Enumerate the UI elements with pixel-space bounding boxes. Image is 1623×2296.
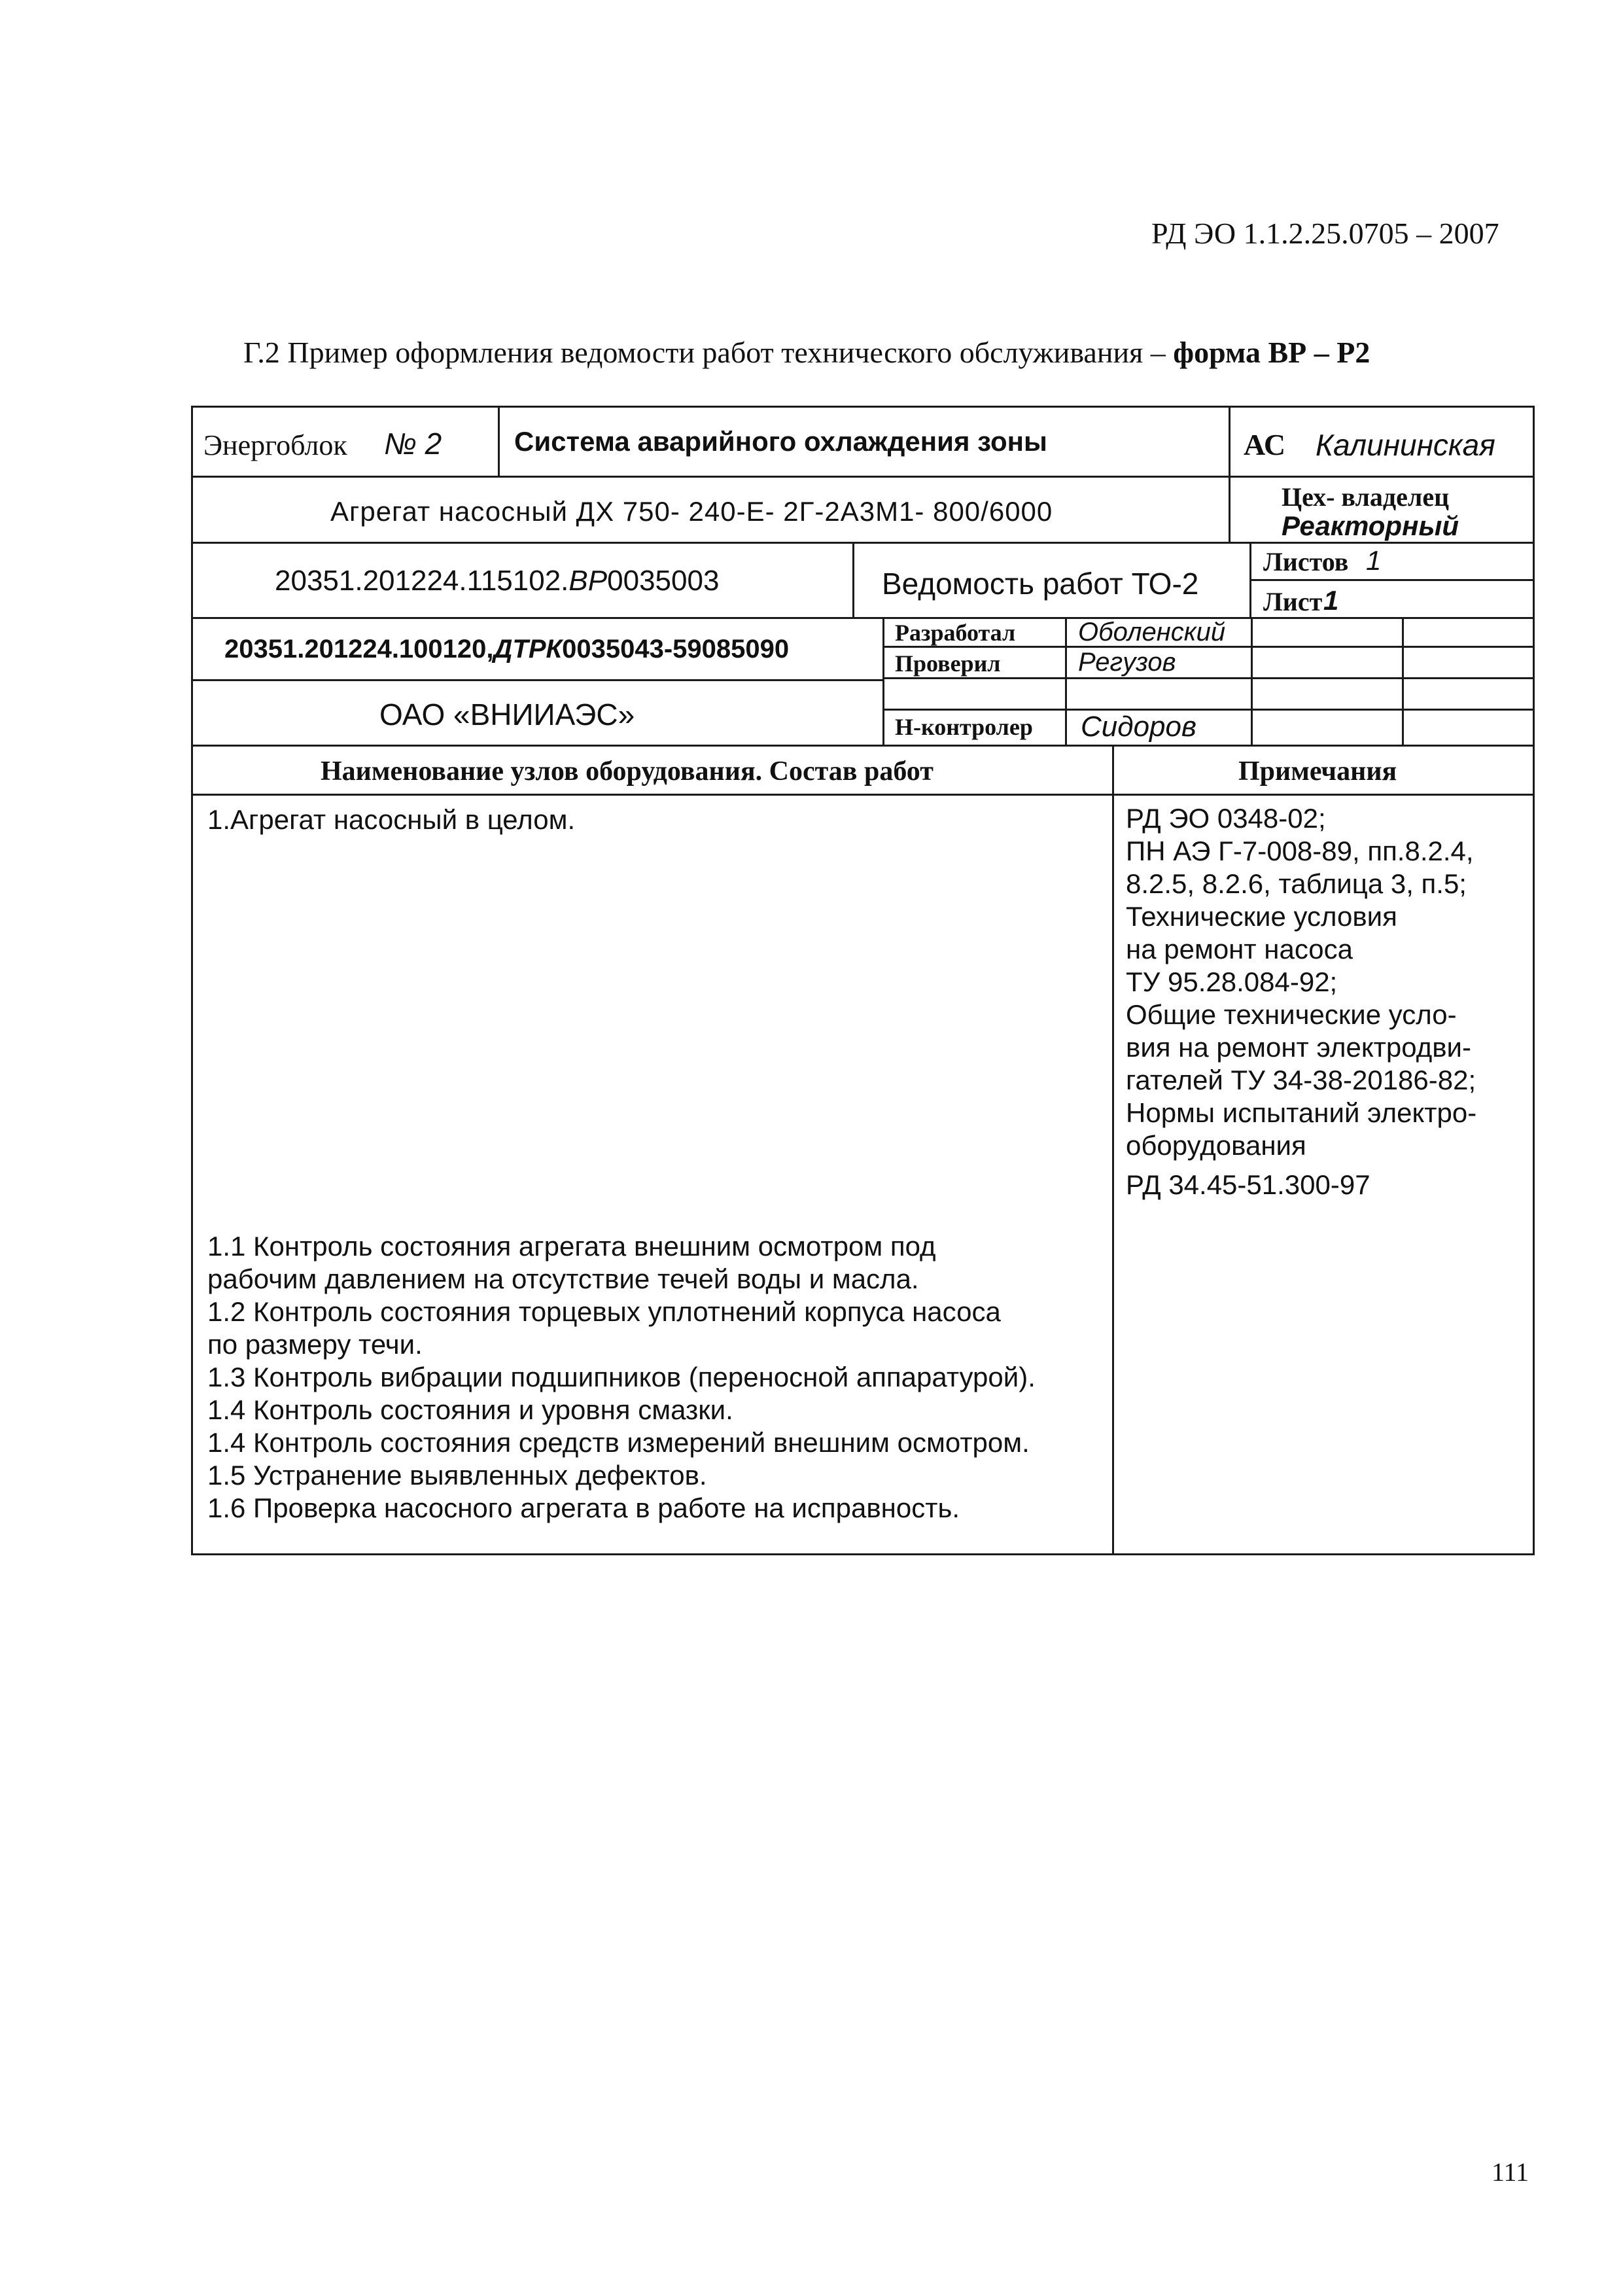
owner-value: Реакторный xyxy=(1282,510,1459,541)
sheets-count-label: Листов xyxy=(1263,547,1349,576)
sheet-number-cell xyxy=(1249,579,1535,619)
notes-list xyxy=(1126,802,1476,1201)
signature-role: Разработал xyxy=(895,620,1016,646)
power-unit-number: № 2 xyxy=(384,427,442,461)
organization-name: ОАО «ВНИИАЭС» xyxy=(379,698,635,732)
signature-role: Н-контролер xyxy=(895,714,1033,740)
form-caption xyxy=(243,335,1370,370)
signature-name: Регузов xyxy=(1078,648,1176,677)
work-code: 20351.201224.100120,ДТРК0035043-59085090 xyxy=(224,635,790,663)
sheet-number-value: 1 xyxy=(1323,585,1339,616)
work-column-header xyxy=(191,745,1114,796)
signature-grid-divider xyxy=(1251,617,1253,747)
work-item: 1.3 Контроль вибрации подшипников (переносной аппаратурой). xyxy=(207,1362,1036,1392)
power-unit-label: Энергоблок xyxy=(203,429,347,461)
signature-name: Сидоров xyxy=(1081,711,1196,743)
statement-code: 20351.201224.115102.ВР0035003 xyxy=(275,565,720,597)
note-line: Общие технические усло- xyxy=(1126,999,1457,1030)
work-item: 1.6 Проверка насосного агрегата в работе на исправность. xyxy=(207,1492,960,1523)
note-line: Нормы испытаний электро- xyxy=(1126,1097,1477,1128)
note-line: РД 34.45-51.300-97 xyxy=(1126,1169,1370,1200)
page-number: 111 xyxy=(1492,2157,1529,2187)
work-item: 1.4 Контроль состояния и уровня смазки. xyxy=(207,1394,733,1425)
note-line: Технические условия xyxy=(1126,901,1397,932)
sheet-number-label: Лист xyxy=(1263,587,1323,616)
station-name: Калининская xyxy=(1316,428,1495,462)
sheets-count-value: 1 xyxy=(1366,545,1382,576)
work-items-list xyxy=(207,1230,1036,1525)
owner-cell xyxy=(1229,476,1535,544)
statement-title: Ведомость работ ТО-2 xyxy=(882,567,1199,601)
notes-column-title: Примечания xyxy=(1238,756,1397,786)
work-item: 1.2 Контроль состояния торцевых уплотнений корпуса насоса xyxy=(207,1296,1001,1327)
signature-grid-divider xyxy=(1402,617,1404,747)
notes-column-header xyxy=(1112,745,1535,796)
note-line: ПН АЭ Г-7-008-89, пп.8.2.4, xyxy=(1126,836,1474,866)
signature-name: Оболенский xyxy=(1078,618,1226,646)
organization-cell xyxy=(191,679,884,747)
work-code-cell xyxy=(191,617,884,681)
note-line: гателей ТУ 34-38-20186-82; xyxy=(1126,1065,1476,1095)
note-line: на ремонт насоса xyxy=(1126,934,1353,964)
system-cell xyxy=(498,406,1230,478)
equipment-cell xyxy=(191,476,1230,544)
statement-title-cell xyxy=(852,542,1251,619)
station-cell xyxy=(1229,406,1535,478)
signature-grid-rule xyxy=(882,709,1535,711)
work-title: 1.Агрегат насосный в целом. xyxy=(207,804,576,835)
note-line: вия на ремонт электродви- xyxy=(1126,1032,1471,1063)
work-body-cell xyxy=(191,794,1114,1555)
work-item: по размеру течи. xyxy=(207,1329,423,1360)
system-name: Система аварийного охлаждения зоны xyxy=(514,426,1047,457)
statement-code-cell xyxy=(191,542,854,619)
signature-grid-rule xyxy=(882,677,1535,679)
note-line: РД ЭО 0348-02; xyxy=(1126,803,1326,834)
work-item: 1.5 Устранение выявленных дефектов. xyxy=(207,1460,707,1491)
signature-grid-divider xyxy=(1065,617,1067,747)
owner-label: Цех- владелец xyxy=(1282,482,1450,512)
note-line: 8.2.5, 8.2.6, таблица 3, п.5; xyxy=(1126,868,1467,899)
note-line: ТУ 95.28.084-92; xyxy=(1126,966,1338,997)
caption-form-name: форма ВР – Р2 xyxy=(1173,336,1370,369)
note-line: оборудования xyxy=(1126,1130,1306,1161)
document-code: РД ЭО 1.1.2.25.0705 – 2007 xyxy=(1151,217,1499,250)
signature-role: Проверил xyxy=(895,650,1001,677)
work-item: 1.4 Контроль состояния средств измерений внешним осмотром. xyxy=(207,1427,1030,1458)
station-prefix: АС xyxy=(1244,428,1286,461)
power-unit-cell xyxy=(191,406,500,478)
caption-text: Г.2 Пример оформления ведомости работ технического обслуживания – xyxy=(243,336,1174,369)
notes-body-cell xyxy=(1112,794,1535,1555)
work-column-title: Наименование узлов оборудования. Состав работ xyxy=(321,756,934,786)
equipment-name: Агрегат насосный ДХ 750- 240-Е- 2Г-2А3М1- 800/6000 xyxy=(330,496,1053,527)
work-item: 1.1 Контроль состояния агрегата внешним осмотром под xyxy=(207,1231,936,1262)
work-item: рабочим давлением на отсутствие течей воды и масла. xyxy=(207,1263,919,1294)
sheets-count-cell xyxy=(1249,542,1535,581)
